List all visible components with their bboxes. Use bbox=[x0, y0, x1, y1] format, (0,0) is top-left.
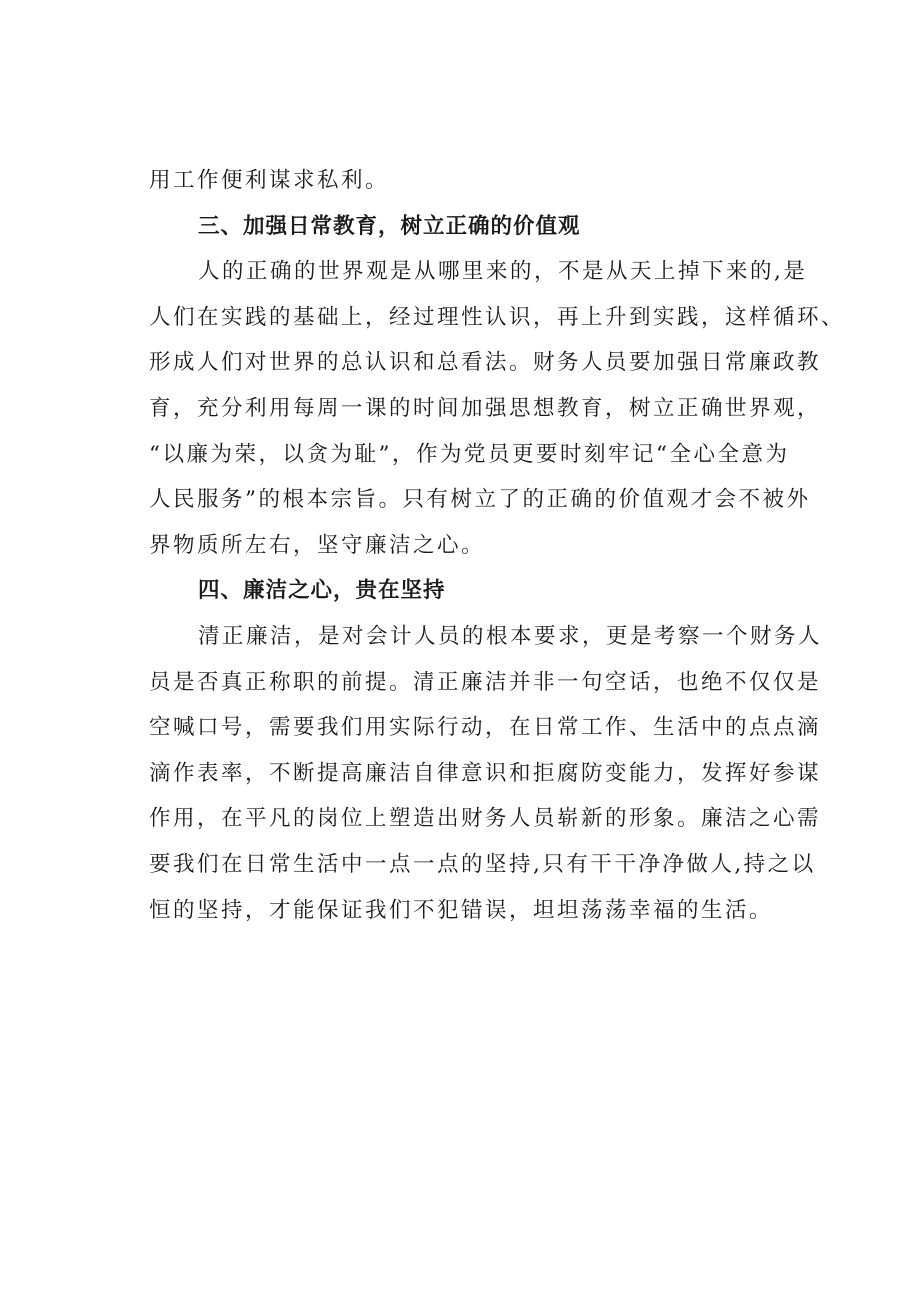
paragraph-line: 用工作便利谋求私利。 bbox=[149, 168, 390, 193]
section-3-paragraph bbox=[149, 249, 846, 568]
document-body bbox=[149, 158, 846, 933]
paragraph-line: 恒的坚持，才能保证我们不犯错误，坦坦荡荡幸福的生活。 bbox=[149, 897, 774, 923]
paragraph-line: 人们在实践的基础上，经过理性认识，再上升到实践，这样循环、 bbox=[149, 304, 846, 330]
paragraph-line: 人的正确的世界观是从哪里来的，不是从天上掉下来的,是 bbox=[198, 259, 808, 285]
paragraph-line: 清正廉洁，是对会计人员的根本要求，更是考察一个财务人 bbox=[198, 623, 823, 649]
paragraph-line: 界物质所左右，坚守廉洁之心。 bbox=[149, 532, 486, 558]
section-4-paragraph bbox=[149, 614, 823, 933]
paragraph-line: 员是否真正称职的前提。清正廉洁并非一句空话，也绝不仅仅是 bbox=[149, 669, 822, 695]
paragraph-line: 人民服务”的根本宗旨。只有树立了的正确的价值观才会不被外 bbox=[149, 487, 811, 513]
paragraph-line: “以廉为荣，以贪为耻”，作为党员更要时刻牢记“全心全意为 bbox=[149, 441, 790, 467]
paragraph-line: 形成人们对世界的总认识和总看法。财务人员要加强日常廉政教 bbox=[149, 350, 822, 376]
section-heading-4: 四、廉洁之心，贵在坚持 bbox=[198, 578, 446, 604]
paragraph-line: 育，充分利用每周一课的时间加强思想教育，树立正确世界观， bbox=[149, 395, 822, 421]
section-heading-3: 三、加强日常教育，树立正确的价值观 bbox=[198, 213, 581, 239]
paragraph-line: 滴作表率，不断提高廉洁自律意识和拒腐防变能力，发挥好参谋 bbox=[149, 760, 822, 786]
paragraph-line: 要我们在日常生活中一点一点的坚持,只有干干净净做人,持之以 bbox=[149, 851, 816, 877]
paragraph-line: 作用，在平凡的岗位上塑造出财务人员崭新的形象。廉洁之心需 bbox=[149, 806, 822, 832]
paragraph-line: 空喊口号，需要我们用实际行动，在日常工作、生活中的点点滴 bbox=[149, 715, 822, 741]
